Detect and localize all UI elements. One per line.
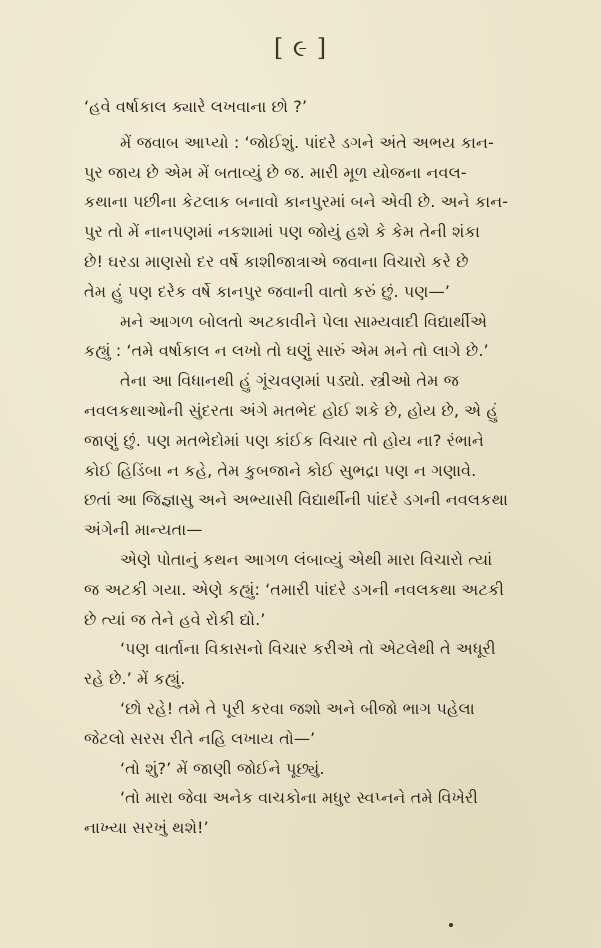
text-line: ‘પણ વાર્તાના વિકાસનો વિચાર કરીએ તો એટલેથી તે અધૂરી bbox=[120, 639, 496, 659]
paragraph bbox=[84, 783, 554, 843]
text-line: ‘હવે વર્ષાકાલ ક્યારે લખવાના છો ?’ bbox=[84, 97, 307, 116]
body-text bbox=[84, 92, 554, 843]
text-line: ‘છો રહે! તમે તે પૂરી કરવા જશો અને બીજો ભાગ પહેલા bbox=[120, 698, 475, 718]
text-line: પુર તો મેં નાનપણમાં નકશામાં પણ જોયું હશે કે કેમ તેની શંકા bbox=[84, 222, 480, 242]
text-line: કહ્યું : ‘તમે વર્ષાકાલ ન લખો તો ઘણું સારું એમ મને તો લાગે છે.’ bbox=[84, 341, 489, 361]
paragraph bbox=[84, 366, 554, 545]
paragraph bbox=[84, 694, 554, 754]
text-line: એણે પોતાનું કથન આગળ લંબાવ્યું એથી મારા વિચારો ત્યાં bbox=[120, 549, 493, 569]
text-line: રહે છે.’ મેં કહ્યું. bbox=[84, 669, 186, 689]
paragraph bbox=[84, 634, 554, 694]
text-line: તેના આ વિધાનથી હું ગૂંચવણમાં પડ્યો. સ્ત્રીઓ તેમ જ bbox=[120, 371, 459, 391]
text-line: જેટલો સરસ રીતે નહિ લખાય તો—’ bbox=[84, 728, 316, 748]
text-line: છે! ઘરડા માણસો દર વર્ષે કાશીજાત્રાએ જવાના વિચારો કરે છે bbox=[84, 251, 469, 271]
text-line: ‘તો મારા જેવા અનેક વાચકોના મધુર સ્વપ્નને તમે વિખેરી bbox=[120, 788, 478, 808]
text-line: છે ત્યાં જ તેને હવે રોકી દ્યો.’ bbox=[84, 609, 266, 629]
text-line: નાખ્યા સરખું થશે!’ bbox=[84, 818, 209, 838]
text-line: કથાના પછીના કેટલાક બનાવો કાનપુરમાં બને એવી છે. અને કાન- bbox=[84, 192, 509, 212]
text-line: જાણું છું. પણ મતભેદોમાં પણ કાંઈક વિચાર તો હોય ના? રંભાને bbox=[84, 430, 484, 450]
text-line: પુર જાય છે એમ મેં બતાવ્યું છે જ. મારી મૂળ યોજના નવલ- bbox=[84, 162, 467, 182]
paragraph bbox=[84, 754, 554, 784]
paragraph bbox=[84, 307, 554, 367]
text-line: ‘તો શું?’ મેં જાણી જોઈને પૂછ્યું. bbox=[120, 758, 325, 778]
text-line: કોઈ હિડિંબા ન કહે, તેમ કુબજાને કોઈ સુભદ્રા પણ ન ગણાવે. bbox=[84, 460, 477, 480]
text-line: નવલકથાઓની સુંદરતા અંગે મતભેદ હોઈ શકે છે, હોય છે, એ હું bbox=[84, 400, 498, 420]
text-line: તેમ હું પણ દરેક વર્ષે કાનપુર જવાની વાતો કરું છું. પણ—’ bbox=[84, 281, 450, 301]
print-speck bbox=[449, 923, 453, 927]
page-number: [ ૯ ] bbox=[273, 34, 328, 62]
paragraph bbox=[84, 545, 554, 634]
paragraph bbox=[84, 92, 554, 122]
text-line: મેં જવાબ આપ્યો : ‘જોઈશું. પાંદરે ડગને અંતે અભય કાન- bbox=[120, 132, 494, 152]
text-line: મને આગળ બોલતો અટકાવીને પેલા સામ્યવાદી વિદ્યાર્થીએ bbox=[120, 311, 488, 331]
text-line: છતાં આ જિજ્ઞાસુ અને અભ્યાસી વિદ્યાર્થીની પાંદરે ડગની નવલકથા bbox=[84, 490, 508, 510]
text-line: અંગેની માન્યતા— bbox=[84, 520, 203, 540]
paragraph bbox=[84, 128, 554, 307]
text-line: જ અટકી ગયા. એણે કહ્યું: ‘તમારી પાંદરે ડગની નવલકથા અટકી bbox=[84, 579, 504, 599]
